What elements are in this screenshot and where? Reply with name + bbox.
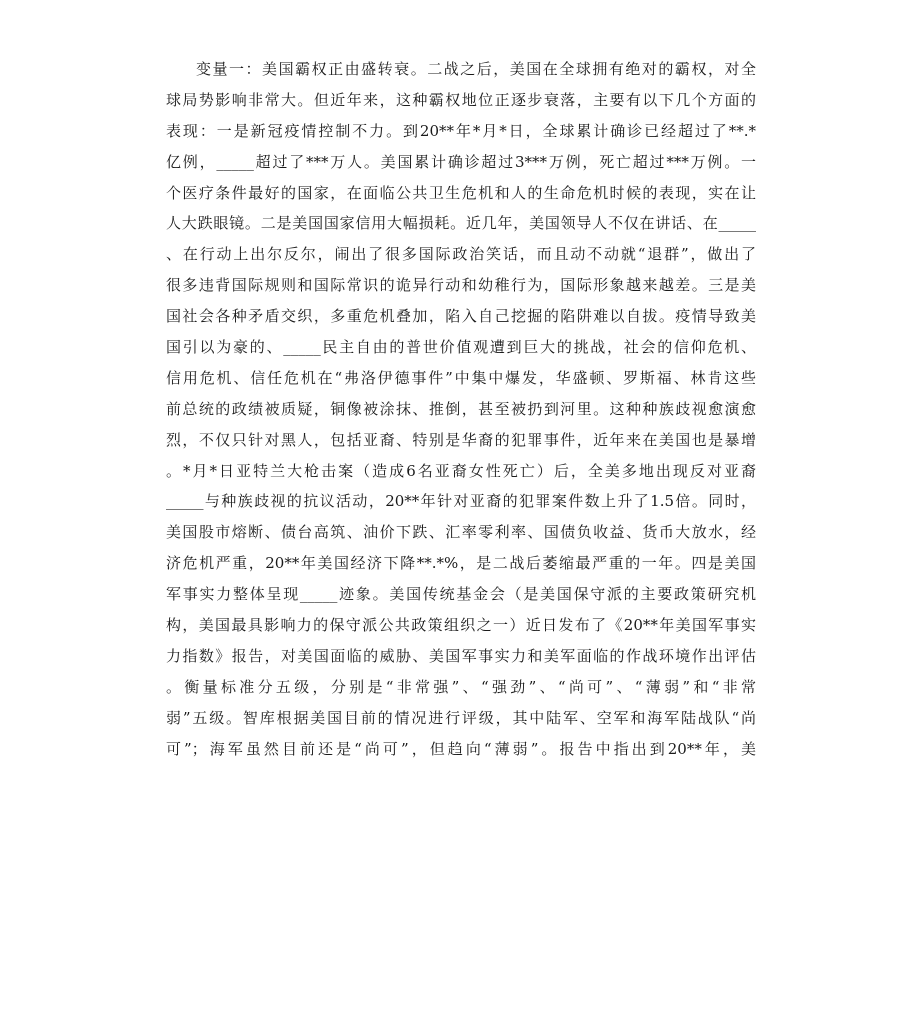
- text-line: 军事实力整体呈现_____迹象。美国传统基金会（是美国保守派的主要政策研究机: [166, 585, 756, 604]
- text-line: _____与种族歧视的抗议活动，20**年针对亚裔的犯罪案件数上升了1.5倍。同时，: [166, 492, 756, 511]
- text-line: 球局势影响非常大。但近年来，这种霸权地位正逐步衰落，主要有以下几个方面的: [166, 90, 756, 109]
- text-line: 。衡量标准分五级，分别是“非常强”、“强劲”、“尚可”、“薄弱”和“非常: [166, 677, 756, 696]
- text-line: 国社会各种矛盾交织，多重危机叠加，陷入自己挖掘的陷阱难以自拔。疫情导致美: [166, 307, 756, 326]
- text-line: 国引以为豪的、_____民主自由的普世价值观遭到巨大的挑战，社会的信仰危机、: [166, 338, 756, 357]
- text-line: 力指数》报告，对美国面临的威胁、美国军事实力和美军面临的作战环境作出评估: [166, 646, 756, 665]
- text-line: 弱”五级。智库根据美国目前的情况进行评级，其中陆军、空军和海军陆战队“尚: [166, 708, 756, 727]
- text-line: 构，美国最具影响力的保守派公共政策组织之一）近日发布了《20**年美国军事实: [166, 616, 756, 635]
- text-line: 信用危机、信任危机在“弗洛伊德事件”中集中爆发，华盛顿、罗斯福、林肯这些: [166, 368, 756, 387]
- text-line: 表现：一是新冠疫情控制不力。到20**年*月*日，全球累计确诊已经超过了**.*: [166, 121, 756, 140]
- text-line: 很多违背国际规则和国际常识的诡异行动和幼稚行为，国际形象越来越差。三是美: [166, 276, 756, 295]
- text-line: 人大跌眼镜。二是美国国家信用大幅损耗。近几年，美国领导人不仅在讲话、在_____: [166, 214, 756, 233]
- text-line: 济危机严重，20**年美国经济下降**.*%，是二战后萎缩最严重的一年。四是美国: [166, 554, 756, 573]
- body-paragraph: [166, 54, 756, 764]
- text-line: 。*月*日亚特兰大枪击案（造成6名亚裔女性死亡）后，全美多地出现反对亚裔: [166, 461, 756, 480]
- text-line: 个医疗条件最好的国家，在面临公共卫生危机和人的生命危机时候的表现，实在让: [166, 183, 756, 202]
- text-line: 、在行动上出尔反尔，闹出了很多国际政治笑话，而且动不动就“退群”，做出了: [166, 245, 756, 264]
- text-line: 亿例，_____超过了***万人。美国累计确诊超过3***万例，死亡超过***万例。一: [166, 152, 756, 171]
- text-line: 变量一：美国霸权正由盛转衰。二战之后，美国在全球拥有绝对的霸权，对全: [196, 60, 756, 78]
- text-line: 美国股市熔断、债台高筑、油价下跌、汇率零利率、国债负收益、货币大放水，经: [166, 523, 756, 542]
- text-line: 前总统的政绩被质疑，铜像被涂抹、推倒，甚至被扔到河里。这种种族歧视愈演愈: [166, 399, 756, 418]
- text-line: 烈，不仅只针对黑人，包括亚裔、特别是华裔的犯罪事件，近年来在美国也是暴增: [166, 430, 756, 449]
- text-line: 可”；海军虽然目前还是“尚可”，但趋向“薄弱”。报告中指出到20**年，美: [166, 739, 756, 758]
